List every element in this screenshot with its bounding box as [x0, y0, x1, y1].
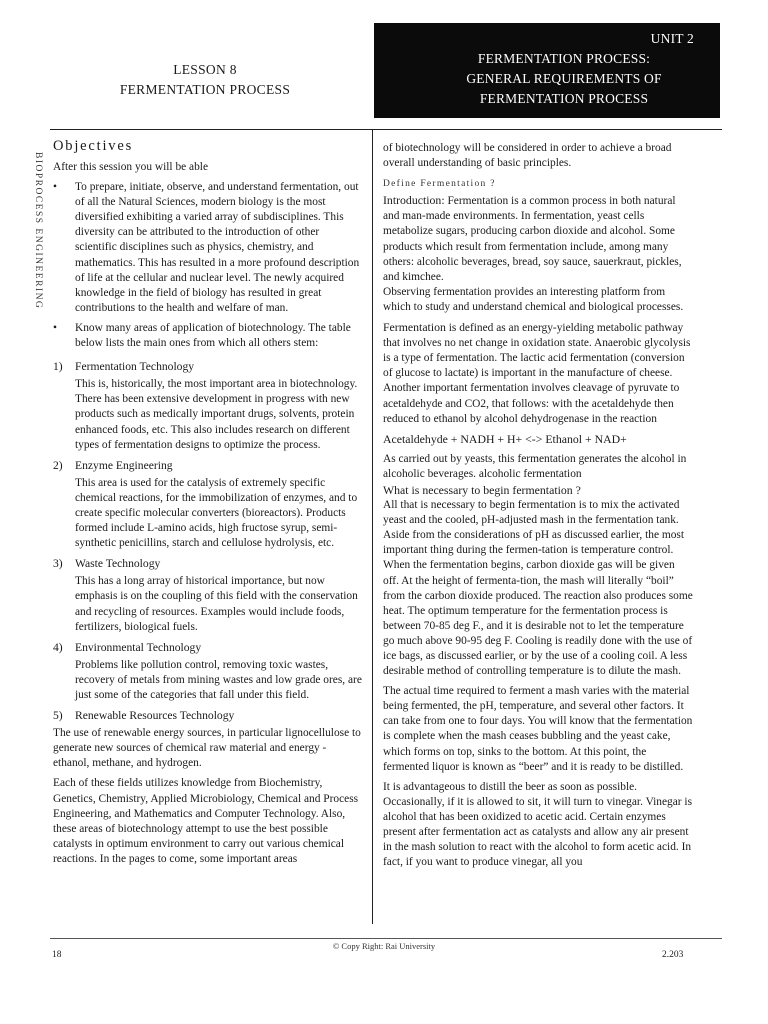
area-title: Renewable Resources Technology: [75, 709, 235, 723]
fermentation-paragraph: [383, 320, 693, 427]
footer-divider: [50, 938, 722, 939]
area-heading: [53, 640, 363, 655]
area-text: This area is used for the catalysis of extremely specific chemical reactions, for the immobilization of enzymes, and to create specific molecular converters (bioreactors). Products formed include L-amino acids, high fructose syrup, semi-synthetic penicillins, starch and cellulose hydrolysis, etc.: [75, 476, 358, 550]
area-text: This has a long array of historical importance, but now emphasis is on the coupling of this field with the conservation and recycling of resources. Examples would include foods, fertilizers, biological fuels.: [75, 575, 358, 633]
area-heading: [53, 556, 363, 571]
reaction-equation: Acetaldehyde + NADH + H+ <-> Ethanol + NAD+: [383, 431, 627, 446]
page-number: 18: [52, 950, 62, 960]
area-text: Problems like pollution control, removing toxic wastes, recovery of metals from mining wastes and low grade ores, are just some of the categories that fall under this field.: [75, 658, 362, 701]
bullet-item: [53, 180, 363, 321]
bullet-item: [53, 321, 363, 356]
introduction-text: Fermentation is a common process in both natural and man-made environments. In fermentation, yeast cells metabolize sugars, producing carbon dioxide and alcohol. Some products which result from fermentation include, among many others: alcoholic beverages, bread, soy sauce, sauerkraut, pickles, and kimchee.: [383, 195, 682, 283]
unit-header: [374, 23, 720, 118]
continued-paragraph: of biotechnology will be considered in order to achieve a broad overall understanding of basic principles.: [383, 142, 672, 170]
right-column: [383, 141, 693, 875]
area-title: Enzyme Engineering: [75, 458, 173, 472]
objectives-heading: Objectives: [53, 138, 134, 154]
fields-paragraph: Each of these fields utilizes knowledge from Biochemistry, Genetics, Chemistry, Applied Microbiology, Chemical and Process Engineering, and Mathematics and Computer Technology. Also, these areas of biotechnology attempt to use the best possible catalysts in optimum environment to carry out various chemical reactions. In the pages to come, some important areas: [53, 777, 359, 865]
bullet-text: Know many areas of application of biotechnology. The table below lists the main ones from which all others stem:: [75, 321, 351, 350]
introduction-lead: Introduction:: [383, 193, 445, 208]
bullet-mark: •: [53, 181, 57, 194]
column-divider: [372, 129, 373, 924]
header-divider: [50, 129, 722, 130]
area-heading: [53, 359, 363, 374]
side-section-label: BIOPROCESS ENGINEERING: [33, 152, 43, 310]
lesson-number: LESSON 8: [173, 62, 237, 77]
observing-paragraph: Observing fermentation provides an interesting platform from which to study and understand chemical and biological processes.: [383, 285, 684, 313]
area-title: Fermentation Technology: [75, 360, 195, 374]
area-title: Waste Technology: [75, 557, 161, 571]
unit-title-line-1: FERMENTATION PROCESS:: [477, 51, 651, 66]
area-heading: [53, 708, 363, 723]
left-column: [53, 138, 363, 872]
objectives-intro: After this session you will be able: [53, 161, 209, 173]
introduction-paragraph: [383, 193, 693, 285]
copyright-notice: © Copy Right: Rai University: [332, 941, 436, 951]
area-number: 2): [53, 458, 63, 472]
area-title: Environmental Technology: [75, 640, 202, 654]
area-number: 5): [53, 709, 63, 723]
area-number: 3): [53, 557, 63, 571]
area-number: 4): [53, 640, 63, 654]
actual-time-paragraph: The actual time required to ferment a mash varies with the material being fermented, the pH, temperature, and several other factors. It can take from one to four days. You will know that the fermentation is complete when the mash ceases bubbling and the yeast cake, which forms on top, sinks to the bottom. At this point, the fermented liquor is known as “beer” and it is ready to be distilled.: [383, 685, 693, 773]
necessary-paragraph: All that is necessary to begin fermentation is to mix the activated yeast and the cooled, pH-adjusted mash in the fermentation tank. Aside from the considerations of pH as discussed earlier, the most important thing during the fermen-tation is temperature control. When the fermentation begins, carbon dioxide gas will be given off. At the height of fermenta-tion, the mash will literally “boil” from the carbon dioxide produced. The reaction also produces some heat. The optimum temperature for the fermentation process is between 70-85 deg F., and it is desirable not to let the temperature go much above 90-95 deg F. Cooling is readily done with the use of ice bags, as discussed earlier, or by the use of a cooling coil. A less desirable method of controlling temperature is to dilute the mash.: [383, 499, 693, 678]
unit-number: UNIT 2: [650, 31, 694, 46]
unit-title-line-2: GENERAL REQUIREMENTS OF: [466, 71, 662, 86]
renewable-paragraph: The use of renewable energy sources, in particular lignocellulose to generate new sources of chemical raw material and energy - ethanol, methane, and hydrogen.: [53, 727, 361, 770]
yeasts-paragraph: As carried out by yeasts, this fermentation generates the alcohol in alcoholic beverages. alcoholic fermentation: [383, 452, 687, 480]
area-text: This is, historically, the most important area in biotechnology. There has been extensive development in progress with new products such as medically important drugs, solvents, protein enhanced foods, etc. This also includes research on different types of fermentation designs to optimize the process.: [75, 378, 358, 451]
fermentation-text: is defined as an energy-yielding metabolic pathway that involves no net change in oxidation state. Anaerobic glycolysis is a type of fermentation. The lactic acid fermentation (conversion of glucose to lactate) is important in the manufacture of cheese. Another important fermentation involves cleavage of pyruvate to acetaldehyde and CO2, that follows: with the acetaldehyde then reduced to ethanol by alcohol dehydrogenase in the reaction: [383, 322, 691, 425]
area-heading: [53, 458, 363, 473]
necessary-question: What is necessary to begin fermentation ?: [383, 482, 581, 497]
advantageous-paragraph: It is advantageous to distill the beer as soon as possible. Occasionally, if it is allowed to sit, it will turn to vinegar. Vinegar is alcohol that has been oxidized to acetic acid. Certain enzymes present after fermentation act as catalysts and allow any air present in the mash solution to react with the alcohol to form acetic acid. In fact, if you want to produce vinegar, all you: [383, 780, 693, 869]
define-heading: Define Fermentation ?: [383, 179, 496, 190]
section-number: 2.203: [662, 950, 684, 960]
unit-title-line-3: FERMENTATION PROCESS: [479, 91, 649, 106]
bullet-text: To prepare, initiate, observe, and understand fermentation, out of all the Natural Sciences, modern biology is the most diversified exhibiting a varied array of subdisciplines. This diversity can be attributed to the introduction of other scientific disciplines such as physics, chemistry, and mathematics. This has resulted in a more profound description of life at the cellular and nuclear level. The newly acquired knowledge in the field of biology has resulted in great contributions to the health and welfare of man.: [75, 181, 360, 314]
fermentation-lead: Fermentation: [383, 320, 446, 335]
bullet-mark: •: [53, 321, 57, 334]
lesson-title: FERMENTATION PROCESS: [119, 82, 291, 97]
area-number: 1): [53, 360, 63, 374]
lesson-header: [60, 60, 350, 100]
